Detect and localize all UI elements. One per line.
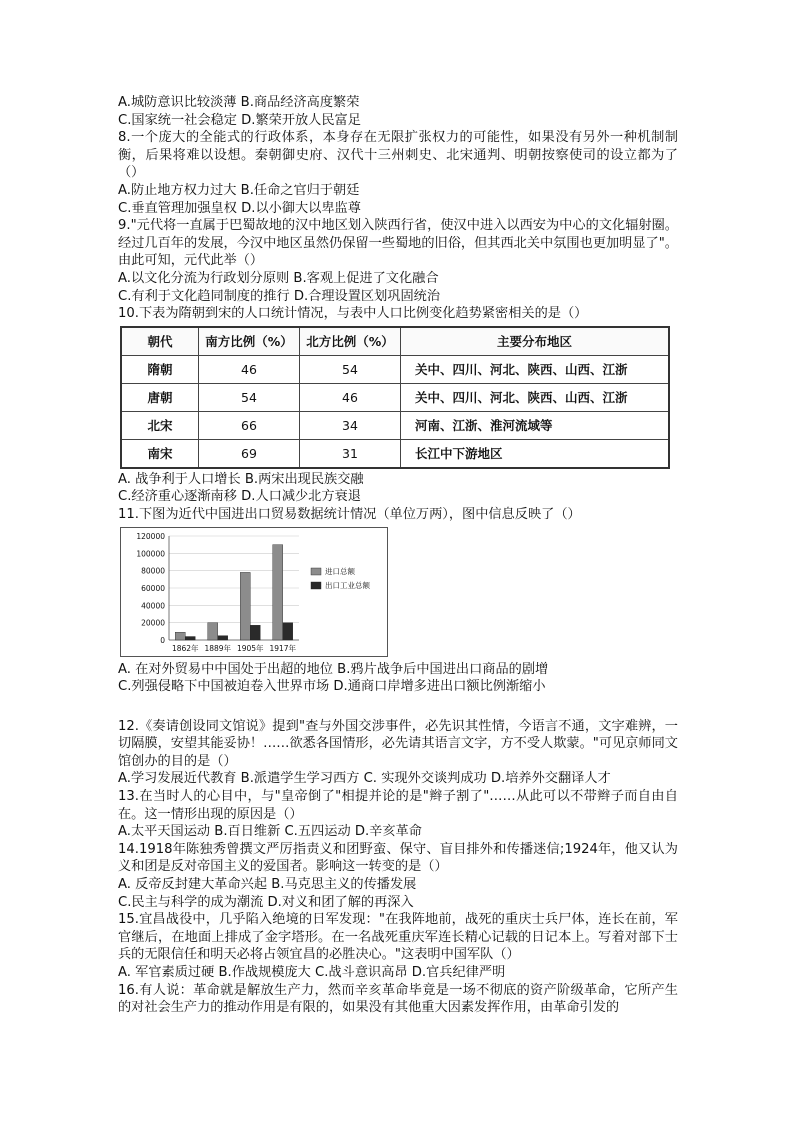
bar-export [283, 622, 293, 639]
table-header: 主要分布地区 [401, 327, 670, 356]
table-cell: 隋朝 [121, 355, 199, 383]
table-row [121, 355, 669, 383]
table-row [121, 439, 669, 468]
y-tick-label: 80000 [141, 566, 165, 576]
table-row [121, 383, 669, 411]
table-cell: 关中、四川、河北、陕西、山西、江浙 [401, 383, 670, 411]
table-cell: 南宋 [121, 439, 199, 468]
y-tick-label: 100000 [136, 548, 165, 558]
table-cell: 69 [199, 439, 300, 468]
question-10: 10.下表为隋朝到宋的人口统计情况，与表中人口比例变化趋势紧密相关的是（） [118, 306, 588, 322]
q10-options-cd: C.经济重心逐渐南移 D.人口减少北方衰退 [118, 489, 361, 505]
question-15: 15.宜昌战役中，几乎陷入绝境的日军发现："在我阵地前，战死的重庆士兵尸体，连长在前，军官继后，在地面上排成了金字塔形。在一名战死重庆军连长精心记载的日记本上。写着对部下士兵的无限信任和明天必将占领宜昌的必胜决心。"这表明中国军队（） [118, 912, 678, 963]
legend-label: 进口总额 [325, 566, 355, 576]
q13-options: A.太平天国运动 B.百日维新 C.五四运动 D.辛亥革命 [118, 824, 422, 840]
q14-options-ab: A. 反帝反封建大革命兴起 B.马克思主义的传播发展 [118, 877, 417, 893]
q9-options-cd: C.有利于文化趋同制度的推行 D.合理设置区划巩固统治 [118, 288, 441, 304]
table-cell: 长江中下游地区 [401, 439, 670, 468]
question-9: 9."元代将一直属于巴蜀故地的汉中地区划入陕西行省，使汉中进入以西安为中心的文化辐射圈。经过几百年的发展，今汉中地区虽然仍保留一些蜀地的旧俗，但其西北关中氛围也更加明显了"。由此可知，元代此举（） [118, 218, 678, 269]
question-13: 13.在当时人的心目中，与"皇帝倒了"相提并论的是"辫子割了"……从此可以不带辫子而自由自在。这一情形出现的原因是（） [118, 789, 678, 822]
question-8: 8.一个庞大的全能式的行政体系，本身存在无限扩张权力的可能性，如果没有另外一种机制制衡，后果将难以设想。秦朝御史府、汉代十三州刺史、北宋通判、明朝按察使司的设立都为了（） [118, 130, 678, 181]
table-cell: 34 [300, 411, 401, 439]
table-header: 南方比例（%） [199, 327, 300, 356]
exam-page [118, 94, 678, 1017]
bar-export [218, 635, 228, 639]
table-cell: 54 [199, 383, 300, 411]
x-tick-label: 1917年 [269, 643, 297, 653]
y-tick-label: 40000 [141, 600, 165, 610]
bar-import [175, 632, 185, 640]
table-cell: 66 [199, 411, 300, 439]
bar-import [208, 622, 218, 639]
table-cell: 54 [300, 355, 401, 383]
table-cell: 46 [300, 383, 401, 411]
table-cell: 31 [300, 439, 401, 468]
x-tick-label: 1889年 [204, 643, 232, 653]
table-header-row [121, 327, 669, 356]
legend-label: 出口工业总额 [325, 580, 370, 590]
y-tick-label: 120000 [136, 531, 165, 541]
table-cell: 关中、四川、河北、陕西、山西、江浙 [401, 355, 670, 383]
x-tick-label: 1905年 [236, 643, 264, 653]
question-11: 11.下图为近代中国进出口贸易数据统计情况（单位万两），图中信息反映了（） [118, 506, 581, 522]
legend-swatch [311, 568, 321, 575]
table-cell: 46 [199, 355, 300, 383]
bar-export [250, 625, 260, 640]
question-14: 14.1918年陈独秀曾撰文严厉指责义和团野蛮、保守、盲目排外和传播迷信;1924年，他又认为义和团是反对帝国主义的爱国者。影响这一转变的是（） [118, 841, 678, 875]
q8-options-ab: A.防止地方权力过大 B.任命之官归于朝廷 [118, 182, 360, 198]
table-cell: 唐朝 [121, 383, 199, 411]
option-line: A.城防意识比较淡薄 B.商品经济高度繁荣 [118, 95, 360, 110]
y-tick-label: 60000 [141, 583, 165, 593]
population-table [120, 326, 670, 469]
q15-options: A. 军官素质过硬 B.作战规模庞大 C.战斗意识高昂 D.官兵纪律严明 [118, 965, 506, 980]
x-tick-label: 1862年 [171, 643, 199, 653]
y-tick-label: 0 [160, 635, 165, 645]
chart-svg [121, 528, 387, 656]
trade-bar-chart [120, 527, 388, 657]
q12-options: A.学习发展近代教育 B.派遣学生学习西方 C. 实现外交谈判成功 D.培养外交翻译人才 [118, 771, 611, 787]
q11-options-ab: A. 在对外贸易中中国处于出超的地位 B.鸦片战争后中国进出口商品的剧增 [118, 661, 549, 677]
bar-export [185, 636, 195, 639]
legend-swatch [311, 582, 321, 589]
table-row [121, 411, 669, 439]
q9-options-ab: A.以文化分流为行政划分原则 B.客观上促进了文化融合 [118, 270, 439, 286]
q10-options-ab: A. 战争利于人口增长 B.两宋出现民族交融 [118, 471, 364, 487]
y-tick-label: 20000 [141, 618, 165, 628]
question-16: 16.有人说：革命就是解放生产力，然而辛亥革命毕竟是一场不彻底的资产阶级革命，它所产生的对社会生产力的推动作用是有限的，如果没有其他重大因素发挥作用，由革命引发的 [118, 982, 678, 1016]
bar-import [240, 572, 250, 640]
table-header: 朝代 [121, 327, 199, 356]
bar-import [273, 544, 283, 639]
question-12: 12.《奏请创设同文馆说》提到"查与外国交涉事件，必先识其性情，今语言不通，文字难辨，一切隔膜，安望其能妥协！……欲悉各国情形，必先请其语言文字，方不受人欺蒙。"可见京师同文馆创办的目的是（） [118, 718, 678, 769]
table-cell: 河南、江浙、淮河流域等 [401, 411, 670, 439]
q8-options-cd: C.垂直管理加强皇权 D.以小御大以卑监尊 [118, 200, 361, 216]
q11-options-cd: C.列强侵略下中国被迫卷入世界市场 D.通商口岸增多进出口额比例渐缩小 [118, 679, 546, 695]
q14-options-cd: C.民主与科学的成为潮流 D.对义和团了解的再深入 [118, 894, 414, 910]
option-line: C.国家统一社会稳定 D.繁荣开放人民富足 [118, 112, 361, 128]
table-cell: 北宋 [121, 411, 199, 439]
table-header: 北方比例（%） [300, 327, 401, 356]
